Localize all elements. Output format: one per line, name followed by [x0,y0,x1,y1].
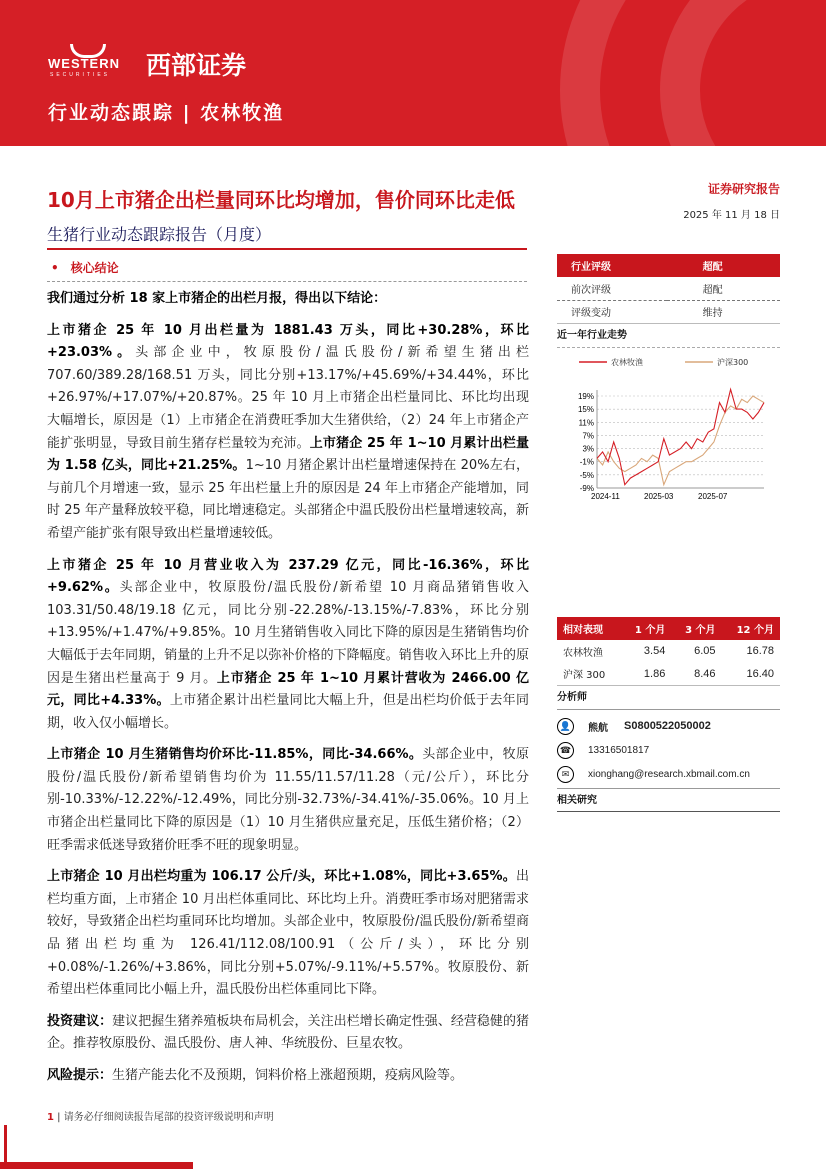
x-tick-label: 2025-03 [644,491,674,501]
rating-row-label: 评级变动 [557,300,667,323]
y-tick-label: 11% [578,417,594,427]
rating-row-label: 前次评级 [557,277,667,300]
analyst-email[interactable]: xionghang@research.xbmail.com.cn [588,768,750,780]
footer-bar [4,1125,7,1169]
y-tick-label: -9% [579,483,594,493]
body-text: 头部企业中，牧原股份/温氏股份/新希望销售均价为 11.55/11.57/11.28（元/公斤），环比分别-10.33%/-12.22%/-12.49%，同比分别-32.73%/-34.41%/-35.06%。10 月上市猪企出栏量同比下降的原因是（1）10 月生猪供应量充足，压低生猪价格；（2）旺季需求低迷导致猪价旺季不旺的现象明显。 [47,747,529,853]
bold-text: 上市猪企 25 年 1~10 月累计营收为 2466.00 亿元，同比+4.33%。 [47,670,529,709]
bold-text: 上市猪企 10 月生猪销售均价环比-11.85%，同比-34.66%。 [47,747,423,763]
paragraph [47,555,529,736]
report-subtitle: 生猪行业动态跟踪报告（月度） [47,225,272,244]
body-text: 头部企业中，牧原股份/温氏股份/新希望 10 月商品猪销售收入 103.31/50.48/19.18 亿元，同比分别-22.28%/-13.15%/-7.83%，环比分别+13.95%/+1.47%/+9.85%。10 月生猪销售收入同比下降的原因是生猪销售均价大幅低于去年同期，销量的上升不足以弥补价格的下降幅度。销售收入环比上升的原因是生猪出栏量高于 9 月。 [47,580,529,686]
y-tick-label: -1% [579,457,594,467]
paragraph [47,1011,529,1056]
bold-text: 上市猪企 25 年 10 月出栏量为 1881.43 万头，同比+30.28%，环比+23.03%。 [47,322,529,361]
analyst-name: 熊航 [588,722,608,734]
bold-text: 我们通过分析 18 家上市猪企的出栏月报，得出以下结论： [47,291,387,306]
perf-value: 6.05 [694,645,716,657]
perf-header: 12 个月 [736,624,774,636]
rating-table [557,254,780,324]
perf-value: 16.78 [746,645,774,657]
footer-note: 请务必仔细阅读报告尾部的投资评级说明和声明 [63,1112,274,1123]
y-tick-label: 3% [582,444,594,454]
logo-en: WESTERN [48,56,120,71]
analyst-title: 分析师 [557,686,780,710]
report-date: 2025 年 11 月 18 日 [683,210,780,221]
bold-text: 上市猪企 25 年 1~10 月累计出栏量为 1.58 亿头，同比+21.25%。 [47,435,529,474]
rating-row-value: 超配 [667,277,780,300]
header-banner [0,0,826,146]
body-text: 出栏均重方面，上市猪企 10 月出栏体重同比、环比均上升。消费旺季市场对肥猪需求较好，导致猪企出栏均重同环比均增加。头部企业中，牧原股份/温氏股份/新希望商品猪出栏均重为 126.41/112.08/100.91（公斤/头），环比分别+0.08%/-1.26%/+3.86%，同比分别+5.07%/-9.11%/+5.57%。牧原股份、新希望出栏体重同比小幅上升，温氏股份出栏体重同比下降。 [47,869,529,998]
bullet-icon: • [51,261,59,275]
footer [47,1108,274,1123]
related-title: 相关研究 [557,788,780,812]
y-tick-label: 15% [577,404,594,414]
footer-sep: | [57,1112,61,1123]
bold-text: 风险提示： [47,1068,113,1083]
bold-text: 上市猪企 10 月出栏均重为 106.17 公斤/头，环比+1.08%，同比+3.65%。 [47,869,516,885]
footer-bar [0,1162,193,1169]
bold-text: 上市猪企 25 年 10 月营业收入为 237.29 亿元，同比-16.36%，环比+9.62%。 [47,557,529,596]
perf-header: 1 个月 [634,624,666,636]
report-type: 证券研究报告 [707,182,780,196]
body-text: 建议把握生猪养殖板块布局机会，关注出栏增长确定性强、经营稳健的猪企。推荐牧原股份、温氏股份、唐人神、华统股份、巨星农牧。 [47,1013,529,1052]
perf-row-label: 沪深 300 [557,663,621,686]
rating-header-label: 行业评级 [571,262,611,273]
perf-value: 1.86 [621,663,671,686]
trend-title: 近一年行业走势 [557,324,780,348]
section-label: 核心结论 [70,261,119,275]
rating-row-value: 维持 [667,300,780,323]
body-text: 生猪产能去化不及预期，饲料价格上涨超预期，疫病风险等。 [112,1068,464,1083]
perf-row-label: 农林牧渔 [563,647,603,659]
analyst-phone: 13316501817 [588,744,650,756]
phone-icon: ☎ [557,742,574,759]
perf-value: 3.54 [643,645,666,657]
section-heading [47,258,527,282]
performance-table [557,617,780,687]
decorative-arc [660,0,826,146]
paragraph [47,320,529,546]
perf-value: 8.46 [671,663,721,686]
mail-icon: ✉ [557,766,574,783]
page-number: 1 [47,1112,54,1123]
legend-label: 沪深300 [717,357,749,367]
person-icon: 👤 [557,718,574,735]
perf-header: 3 个月 [685,624,716,636]
paragraph [47,866,529,1002]
logo-en-sub: SECURITIES [50,72,111,78]
logo-cn: 西部证券 [146,51,247,80]
legend-label: 农林牧渔 [611,357,643,367]
sidebar [557,254,780,812]
bold-text: 投资建议： [47,1013,113,1029]
analyst-cert: S0800522050002 [624,720,711,732]
y-tick-label: -5% [579,470,594,480]
title-divider [47,248,527,250]
perf-header: 相对表现 [563,624,603,636]
analyst-card [557,710,780,788]
paragraph [47,1065,529,1088]
paragraph [47,288,529,311]
perf-value: 16.40 [722,663,780,686]
paragraph [47,744,529,857]
y-tick-label: 7% [582,430,594,440]
y-tick-label: 19% [577,391,594,401]
report-body [47,288,529,1097]
report-title: 10月上市猪企出栏量同环比均增加，售价同环比走低 [47,188,515,212]
rating-current: 超配 [702,262,723,273]
x-tick-label: 2024-11 [591,491,620,501]
body-text: 上市猪企累计出栏量同比大幅上升，但是出栏均价低于去年同期，收入仅小幅增长。 [47,693,529,731]
body-text: 1~10 月猪企累计出栏量增速保持在 20%左右，与前几个月增速一致，显示 25 年出栏量上升的原因是 24 年上市猪企产能增加，同时 25 年产量释放较平稳，同比增速稳定。头部猪企中温氏股份出栏量增速较高，新希望产能扩张有限导致出栏量增速较低。 [47,458,529,541]
x-tick-label: 2025-07 [698,491,728,501]
report-category: 行业动态跟踪 | 农林牧渔 [48,102,285,124]
body-text: 头部企业中，牧原股份/温氏股份/新希望生猪出栏 707.60/389.28/168.51 万头，同比分别+13.17%/+45.69%/+34.44%，环比+26.97%/+17.07%/+20.87%。25 年 10 月上市猪企出栏量同比、环比均出现大幅增长，原因是（1）上市猪企在消费旺季加大生猪供给，（2）24 年上市猪企产能扩张明显，导致目前生猪存栏量较为充沛。 [47,345,529,451]
trend-chart [557,348,780,518]
